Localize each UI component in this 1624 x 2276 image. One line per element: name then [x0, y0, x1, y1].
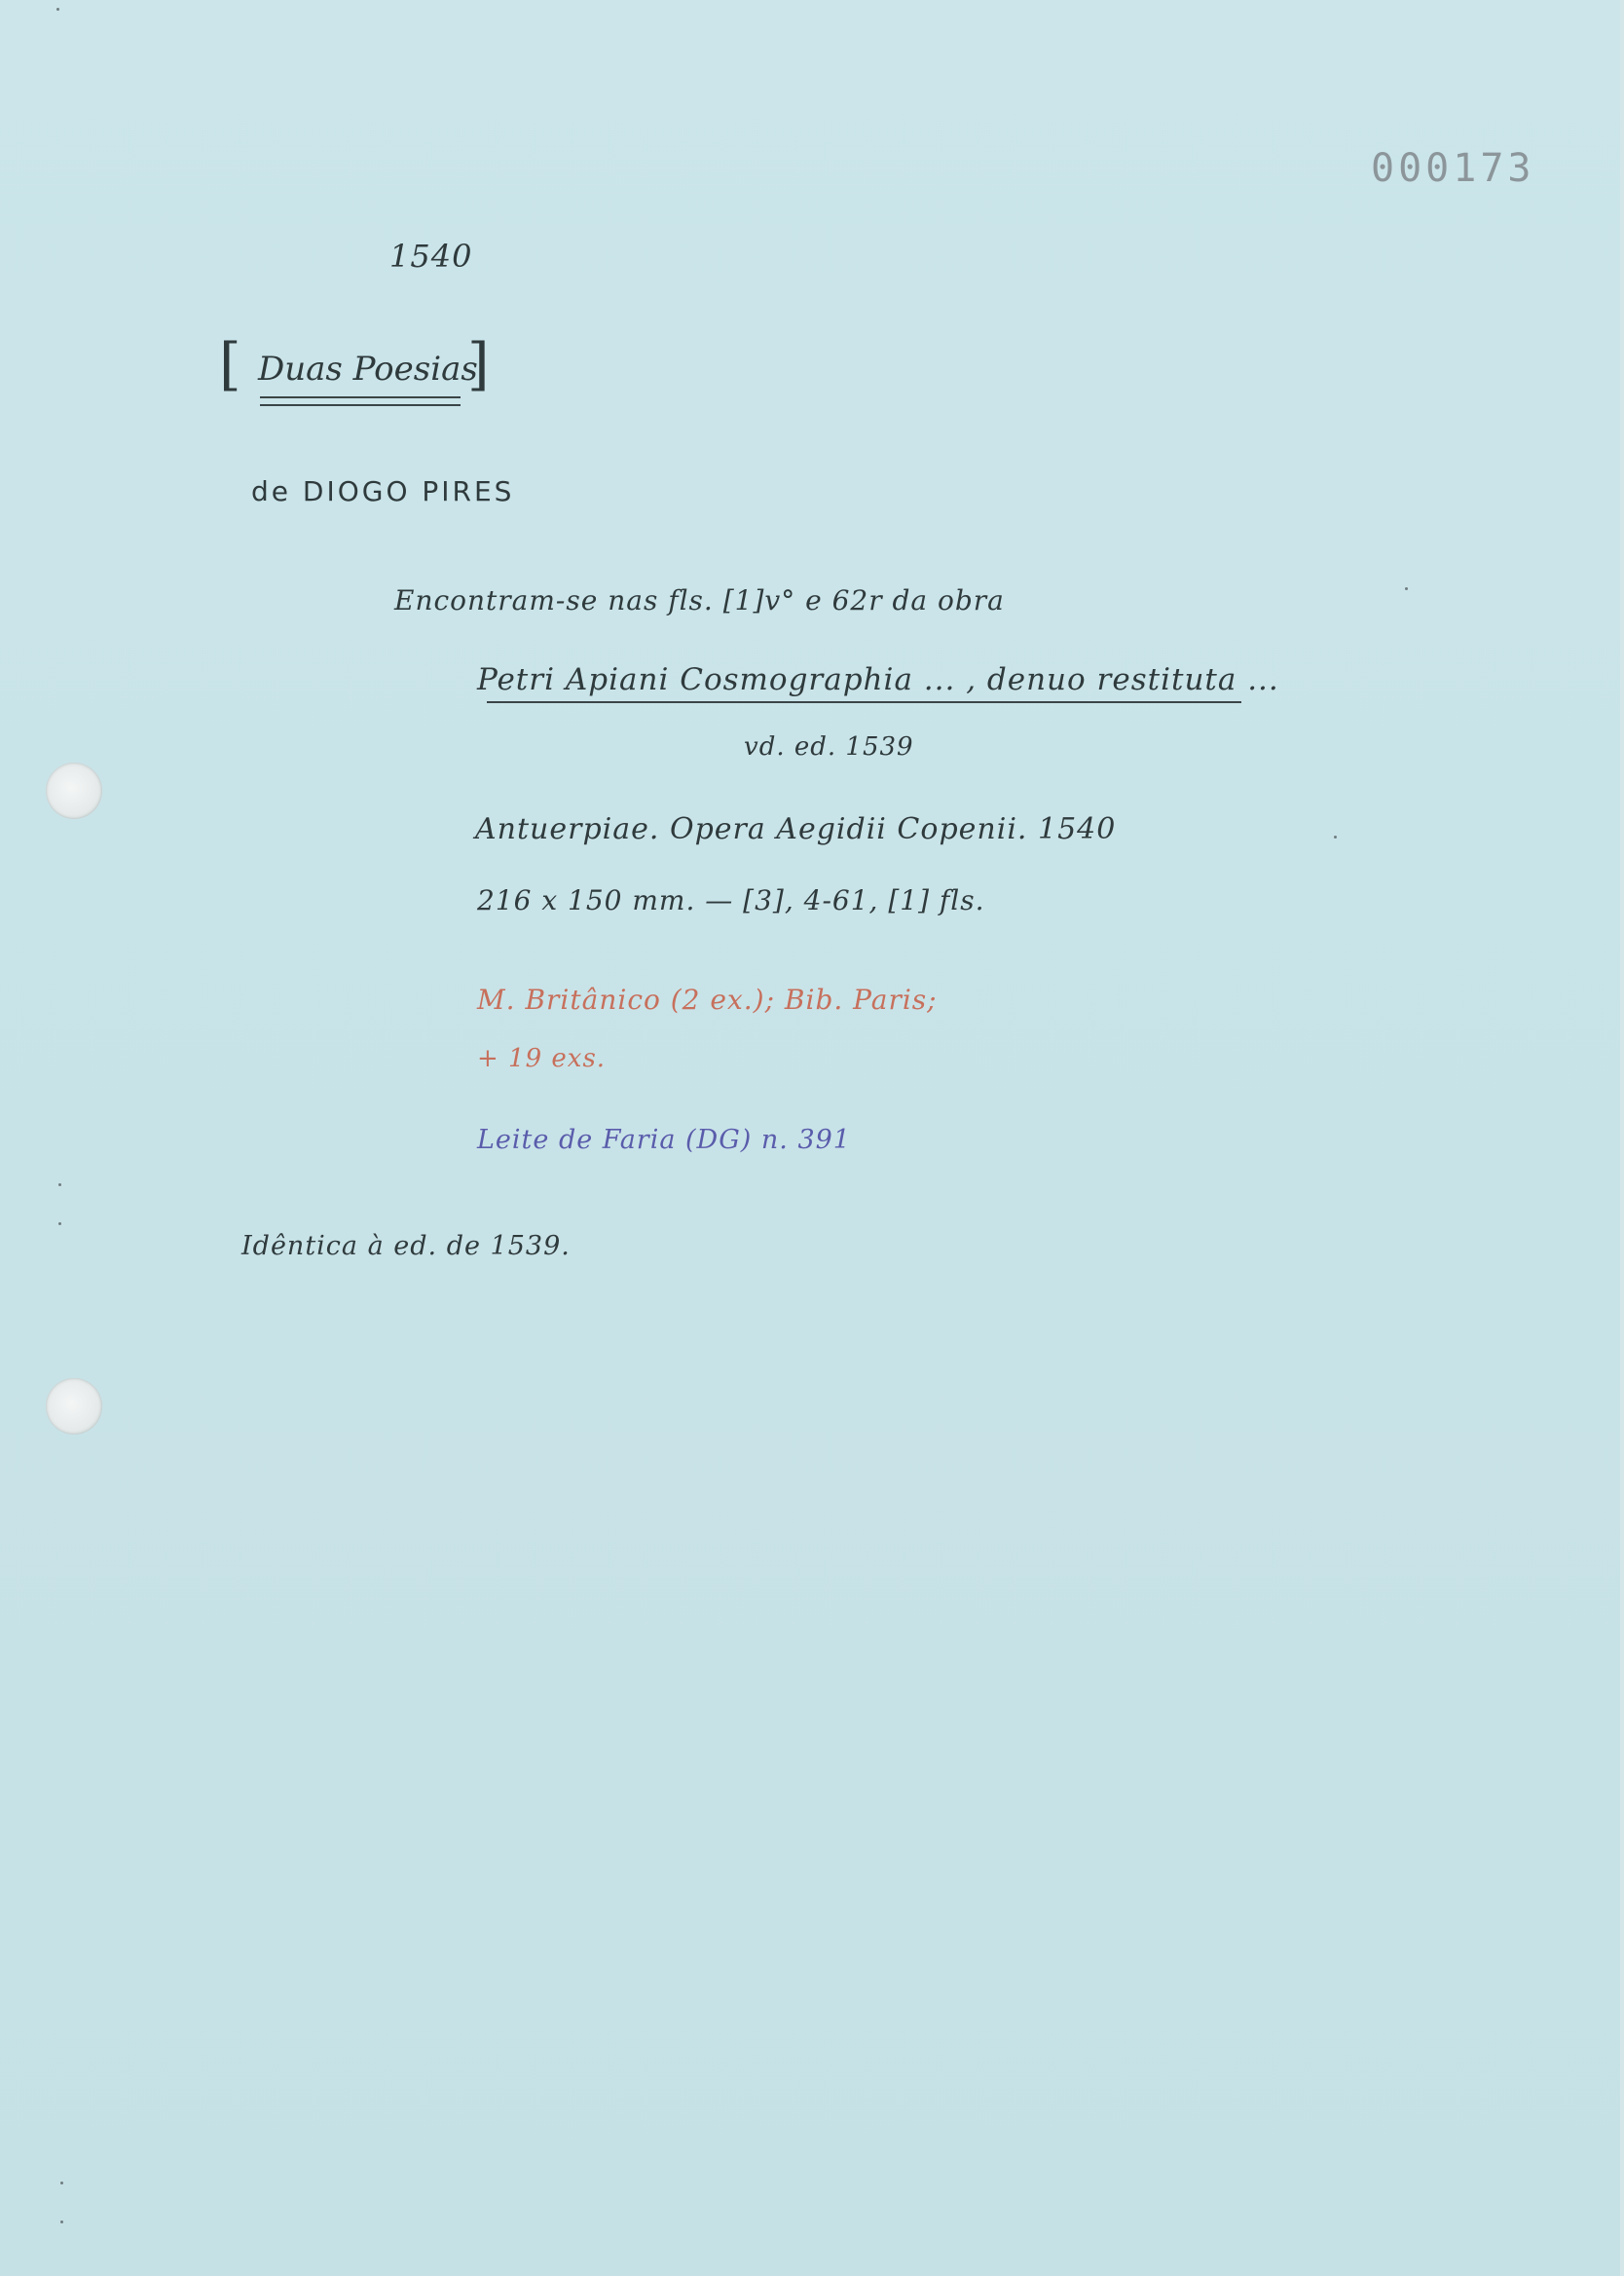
imprint-line: Antuerpiae. Opera Aegidii Copenii. 1540 — [475, 812, 1117, 846]
dimensions-line: 216 x 150 mm. — [3], 4-61, [1] fls. — [477, 884, 985, 916]
bracket-open: [ — [219, 331, 241, 397]
work-title: Petri Apiani Cosmographia ... , denuo restituta ... — [477, 662, 1279, 697]
reference-line: Leite de Faria (DG) n. 391 — [477, 1125, 851, 1155]
title-double-underline — [260, 396, 461, 406]
bracket-close: ] — [467, 331, 490, 397]
paper-speck — [1405, 587, 1408, 590]
title-text: Duas Poesias — [258, 350, 478, 389]
stamp-number: 000173 — [1371, 146, 1535, 191]
author-line: de DIOGO PIRES — [251, 475, 515, 507]
paper-speck — [56, 8, 59, 11]
punch-hole-top — [46, 763, 102, 819]
note-line: Idêntica à ed. de 1539. — [241, 1231, 571, 1261]
see-also: vd. ed. 1539 — [744, 732, 914, 762]
punch-hole-bottom — [46, 1378, 102, 1435]
holdings-count: + 19 exs. — [477, 1044, 607, 1073]
paper-speck — [60, 2182, 63, 2184]
paper-speck — [60, 2220, 63, 2223]
year: 1540 — [389, 238, 473, 275]
holdings-line: M. Britânico (2 ex.); Bib. Paris; — [477, 984, 938, 1016]
work-title-underline — [487, 701, 1241, 703]
paper-speck — [58, 1222, 61, 1225]
paper-speck — [58, 1183, 61, 1186]
location-line: Encontram-se nas fls. [1]v° e 62r da obra — [394, 584, 1005, 616]
paper-speck — [1334, 836, 1337, 839]
